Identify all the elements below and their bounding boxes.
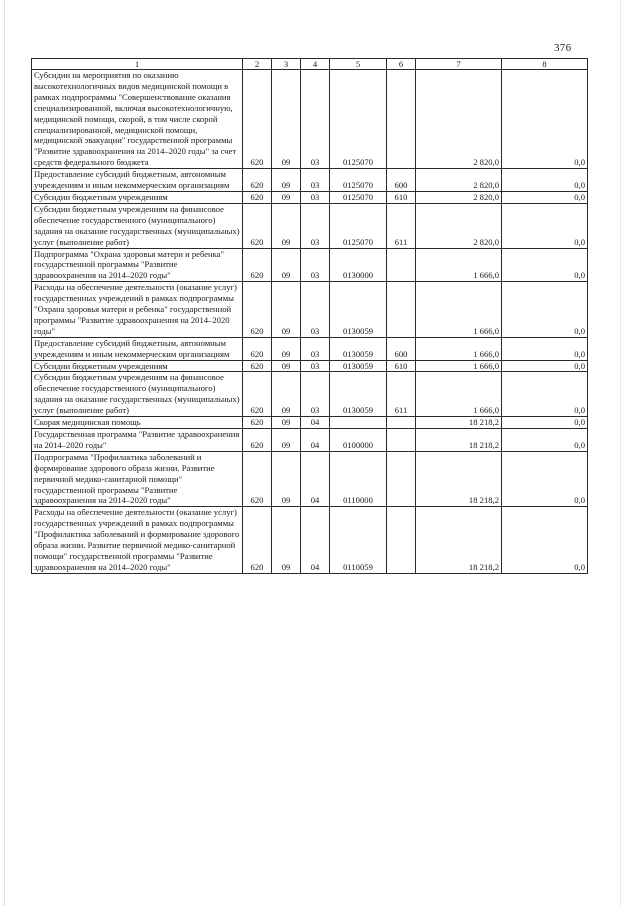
row-c3: 09 <box>272 451 301 507</box>
column-header: 4 <box>301 59 330 70</box>
table-row <box>32 451 588 507</box>
row-c7: 2 820,0 <box>416 203 502 248</box>
row-c8: 0,0 <box>502 360 588 372</box>
row-c3: 09 <box>272 191 301 203</box>
row-c2: 620 <box>243 360 272 372</box>
column-header: 3 <box>272 59 301 70</box>
row-c8: 0,0 <box>502 417 588 429</box>
row-c4: 04 <box>301 451 330 507</box>
table-row <box>32 360 588 372</box>
row-name: Государственная программа "Развитие здравоохранения на 2014–2020 годы" <box>32 429 243 452</box>
row-c4: 03 <box>301 169 330 192</box>
budget-table <box>31 58 588 574</box>
row-c8: 0,0 <box>502 507 588 573</box>
table-row <box>32 372 588 417</box>
row-c5: 0125070 <box>330 191 387 203</box>
row-name: Субсидии на мероприятия по оказанию высокотехнологичных видов медицинской помощи в рамках подпрограммы "Совершенствование оказания специализированной, включая высокотехнологичную, медицинской помощи, скорой, в том числе скорой специализированной, медицинской помощи, медицинской эвакуации" государственной программы "Развитие здравоохранения на 2014–2020 годы" за счет средств федерального бюджета <box>32 70 243 169</box>
row-name: Субсидии бюджетным учреждениям <box>32 191 243 203</box>
row-c6: 610 <box>387 191 416 203</box>
table-row <box>32 203 588 248</box>
table-row <box>32 429 588 452</box>
row-c6 <box>387 282 416 338</box>
row-name: Предоставление субсидий бюджетным, автономным учреждениям и иным некоммерческим организациям <box>32 169 243 192</box>
row-c8: 0,0 <box>502 70 588 169</box>
row-c7: 1 666,0 <box>416 360 502 372</box>
row-c6: 611 <box>387 203 416 248</box>
row-c8: 0,0 <box>502 191 588 203</box>
row-c5 <box>330 417 387 429</box>
row-c3: 09 <box>272 248 301 282</box>
row-c6: 610 <box>387 360 416 372</box>
row-c3: 09 <box>272 507 301 573</box>
scan-right-edge <box>620 0 622 905</box>
row-c2: 620 <box>243 451 272 507</box>
row-c3: 09 <box>272 282 301 338</box>
row-name: Субсидии бюджетным учреждениям <box>32 360 243 372</box>
row-c5: 0130059 <box>330 337 387 360</box>
row-c7: 18 218,2 <box>416 507 502 573</box>
row-c2: 620 <box>243 337 272 360</box>
column-header: 2 <box>243 59 272 70</box>
row-c4: 03 <box>301 203 330 248</box>
row-c2: 620 <box>243 417 272 429</box>
row-c5: 0130059 <box>330 360 387 372</box>
table-row <box>32 248 588 282</box>
row-c7: 2 820,0 <box>416 169 502 192</box>
row-c4: 03 <box>301 282 330 338</box>
row-c7: 1 666,0 <box>416 248 502 282</box>
table-row <box>32 282 588 338</box>
row-c2: 620 <box>243 203 272 248</box>
row-c6 <box>387 417 416 429</box>
row-c8: 0,0 <box>502 282 588 338</box>
table-header-row <box>32 59 588 70</box>
row-c7: 18 218,2 <box>416 429 502 452</box>
row-c7: 2 820,0 <box>416 70 502 169</box>
column-header: 6 <box>387 59 416 70</box>
row-c4: 04 <box>301 507 330 573</box>
row-name: Подпрограмма "Профилактика заболеваний и формирование здорового образа жизни. Развитие первичной медико-санитарной помощи" государственной программы "Развитие здравоохранения на 2014–2020 годы" <box>32 451 243 507</box>
column-header: 5 <box>330 59 387 70</box>
table-row <box>32 70 588 169</box>
row-c5: 0130000 <box>330 248 387 282</box>
row-c6 <box>387 507 416 573</box>
row-c8: 0,0 <box>502 248 588 282</box>
row-c6: 600 <box>387 169 416 192</box>
table-row <box>32 417 588 429</box>
row-name: Расходы на обеспечение деятельности (оказание услуг) государственных учреждений в рамках подпрограммы "Охрана здоровья матери и ребенка" государственной программы "Развитие здравоохранения на 2014–2020 годы" <box>32 282 243 338</box>
table-row <box>32 337 588 360</box>
row-c8: 0,0 <box>502 372 588 417</box>
row-c5: 0125070 <box>330 169 387 192</box>
row-c8: 0,0 <box>502 337 588 360</box>
row-c3: 09 <box>272 417 301 429</box>
row-name: Подпрограмма "Охрана здоровья матери и ребенка" государственной программы "Развитие здравоохранения на 2014–2020 годы" <box>32 248 243 282</box>
table-row <box>32 507 588 573</box>
row-c8: 0,0 <box>502 203 588 248</box>
row-c5: 0110000 <box>330 451 387 507</box>
row-c7: 1 666,0 <box>416 372 502 417</box>
column-header: 7 <box>416 59 502 70</box>
row-c2: 620 <box>243 70 272 169</box>
row-c7: 18 218,2 <box>416 417 502 429</box>
row-c6 <box>387 70 416 169</box>
row-name: Субсидии бюджетным учреждениям на финансовое обеспечение государственного (муниципального) задания на оказание государственных (муниципальных) услуг (выполнение работ) <box>32 372 243 417</box>
row-c5: 0130059 <box>330 372 387 417</box>
row-c4: 03 <box>301 191 330 203</box>
row-c2: 620 <box>243 191 272 203</box>
table-row <box>32 169 588 192</box>
row-c2: 620 <box>243 507 272 573</box>
row-c6: 600 <box>387 337 416 360</box>
row-name: Предоставление субсидий бюджетным, автономным учреждениям и иным некоммерческим организациям <box>32 337 243 360</box>
row-c6 <box>387 248 416 282</box>
row-c2: 620 <box>243 372 272 417</box>
row-c5: 0110059 <box>330 507 387 573</box>
row-c5: 0100000 <box>330 429 387 452</box>
row-c8: 0,0 <box>502 429 588 452</box>
row-c3: 09 <box>272 203 301 248</box>
row-c2: 620 <box>243 429 272 452</box>
row-c3: 09 <box>272 337 301 360</box>
row-c4: 03 <box>301 337 330 360</box>
row-c6 <box>387 429 416 452</box>
column-header: 1 <box>32 59 243 70</box>
row-c7: 1 666,0 <box>416 337 502 360</box>
row-c3: 09 <box>272 429 301 452</box>
row-c6: 611 <box>387 372 416 417</box>
table-row <box>32 191 588 203</box>
row-name: Расходы на обеспечение деятельности (оказание услуг) государственных учреждений в рамках подпрограммы "Профилактика заболеваний и формирование здорового образа жизни. Развитие первичной медико-санитарной помощи" государственной программы "Развитие здравоохранения на 2014–2020 годы" <box>32 507 243 573</box>
row-c7: 1 666,0 <box>416 282 502 338</box>
row-c2: 620 <box>243 282 272 338</box>
row-c4: 03 <box>301 372 330 417</box>
row-name: Субсидии бюджетным учреждениям на финансовое обеспечение государственного (муниципального) задания на оказание государственных (муниципальных) услуг (выполнение работ) <box>32 203 243 248</box>
row-c4: 03 <box>301 360 330 372</box>
row-c7: 2 820,0 <box>416 191 502 203</box>
row-c4: 03 <box>301 248 330 282</box>
row-c4: 03 <box>301 70 330 169</box>
row-c3: 09 <box>272 70 301 169</box>
row-c3: 09 <box>272 372 301 417</box>
row-c8: 0,0 <box>502 451 588 507</box>
row-c2: 620 <box>243 169 272 192</box>
row-c8: 0,0 <box>502 169 588 192</box>
row-c4: 04 <box>301 417 330 429</box>
row-c7: 18 218,2 <box>416 451 502 507</box>
row-c6 <box>387 451 416 507</box>
row-c3: 09 <box>272 360 301 372</box>
row-name: Скорая медицинская помощь <box>32 417 243 429</box>
row-c5: 0125070 <box>330 203 387 248</box>
row-c5: 0130059 <box>330 282 387 338</box>
row-c3: 09 <box>272 169 301 192</box>
row-c5: 0125070 <box>330 70 387 169</box>
row-c4: 04 <box>301 429 330 452</box>
row-c2: 620 <box>243 248 272 282</box>
page-number: 376 <box>554 42 572 54</box>
column-header: 8 <box>502 59 588 70</box>
scan-left-edge <box>4 0 6 905</box>
